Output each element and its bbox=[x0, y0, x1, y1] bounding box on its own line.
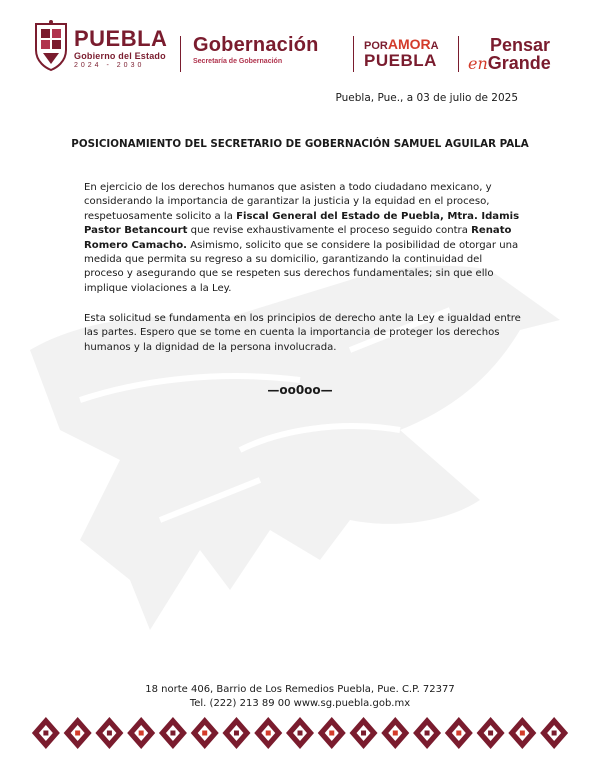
por-amor-a-puebla-logo bbox=[364, 38, 439, 70]
pattern-motif bbox=[445, 717, 473, 749]
logo-divider bbox=[458, 36, 459, 72]
gobernacion-logo-sub: Secretaría de Gobernación bbox=[193, 58, 283, 65]
puebla-logo-years: 2024 - 2030 bbox=[74, 62, 145, 69]
pattern-motif bbox=[222, 717, 250, 749]
pattern-motif bbox=[381, 717, 409, 749]
logo-divider bbox=[353, 36, 354, 72]
pattern-motif bbox=[95, 717, 123, 749]
footer-address bbox=[0, 683, 600, 711]
gobernacion-logo bbox=[193, 34, 319, 65]
pattern-motif bbox=[64, 717, 92, 749]
pattern-motif bbox=[350, 717, 378, 749]
pattern-motif bbox=[286, 717, 314, 749]
pattern-motif bbox=[32, 717, 60, 749]
letter-date: Puebla, Pue., a 03 de julio de 2025 bbox=[335, 92, 518, 104]
amor-logo-line1: PORAMORA bbox=[364, 36, 439, 52]
fiscal-name: Fiscal General del Estado de Puebla, Mtra. Idamis Pastor Betancourt bbox=[84, 210, 520, 237]
pattern-motif bbox=[508, 717, 536, 749]
pensar-logo-line1: Pensar bbox=[490, 35, 551, 55]
letter-paragraph-1: En ejercicio de los derechos humanos que asisten a todo ciudadano mexicano, y considerando la importancia de garantizar la justicia y la equidad en el proceso, respetuosamente solicito a la Fiscal General del Estado de Puebla, Mtra. Idamis Pastor Betancourt que revise exhaustivamente el proceso seguido contra Renato Romero Camacho. Asimismo, solicito que se considere la posibilidad de otorgar una medida que permita su regreso a su domicilio, garantizando la continuidad del proceso y asegurando que se respeten sus derechos fundamentales; sin que ello implique violaciones a la Ley. bbox=[84, 182, 520, 294]
pattern-motif bbox=[540, 717, 568, 749]
pattern-motif bbox=[191, 717, 219, 749]
pensar-logo-line2: enGrande bbox=[468, 53, 551, 73]
footer-contact-line: Tel. (222) 213 89 00 www.sg.puebla.gob.mx bbox=[189, 698, 411, 709]
footer-address-line: 18 norte 406, Barrio de Los Remedios Puebla, Pue. C.P. 72377 bbox=[145, 684, 455, 695]
puebla-logo-sub: Gobierno del Estado bbox=[74, 51, 166, 61]
letter-paragraph-2: Esta solicitud se fundamenta en los principios de derecho ante la Ley e igualdad entre las partes. Espero que se tome en cuenta la importancia de proteger los derechos humanos y la dignidad de la persona involucrada. bbox=[84, 313, 521, 353]
logo-divider bbox=[180, 36, 181, 72]
pattern-motif bbox=[413, 717, 441, 749]
state-shield-icon bbox=[34, 20, 68, 72]
closing-mark: —oo0oo— bbox=[267, 383, 333, 397]
puebla-logo-name: PUEBLA bbox=[74, 26, 168, 51]
decorative-border-pattern-icon bbox=[30, 713, 570, 753]
pattern-motif bbox=[127, 717, 155, 749]
pattern-motif bbox=[477, 717, 505, 749]
pensar-en-grande-logo bbox=[468, 36, 551, 74]
letter-title: POSICIONAMIENTO DEL SECRETARIO DE GOBERNACIÓN SAMUEL AGUILAR PALA bbox=[71, 138, 529, 150]
amor-logo-line2: PUEBLA bbox=[364, 51, 437, 70]
pattern-motif bbox=[254, 717, 282, 749]
letterhead bbox=[28, 14, 573, 76]
person-name: Renato Romero Camacho. bbox=[84, 225, 512, 251]
puebla-logo bbox=[74, 28, 167, 69]
pattern-motif bbox=[159, 717, 187, 749]
gobernacion-logo-title: Gobernación bbox=[193, 34, 319, 56]
pattern-motif bbox=[318, 717, 346, 749]
